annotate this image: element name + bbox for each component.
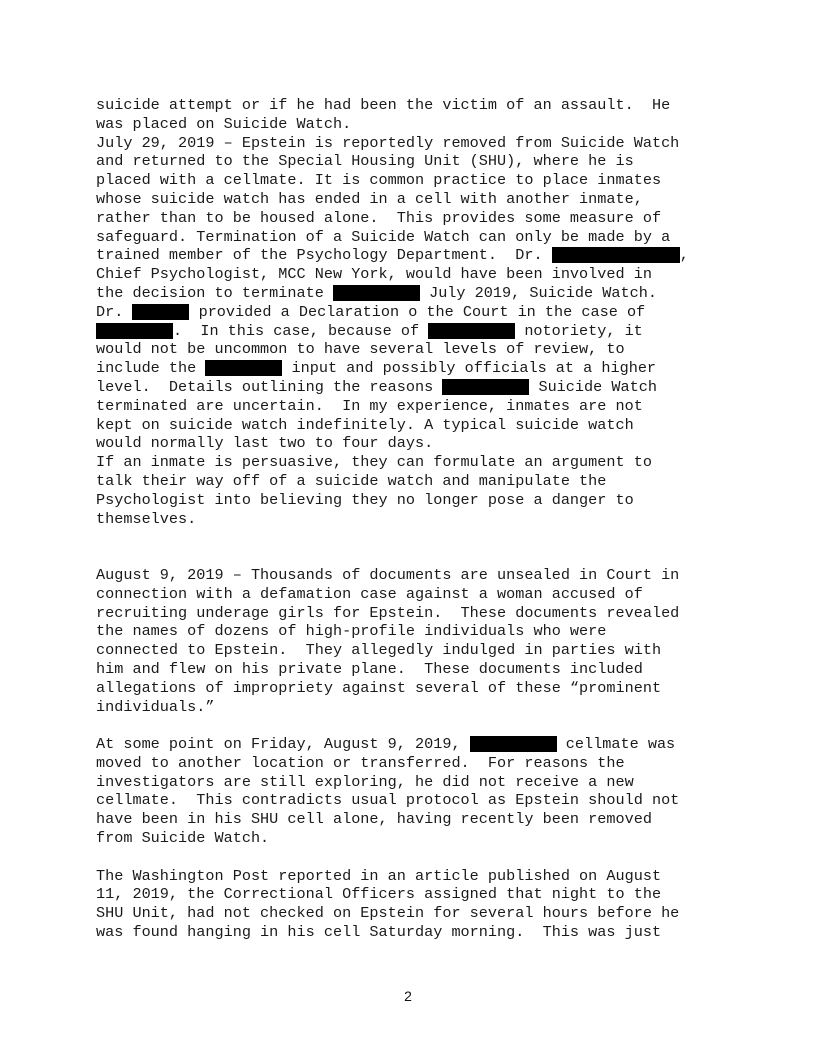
text-line: from Suicide Watch. [96,829,270,848]
text-line: recruiting underage girls for Epstein. These documents revealed [96,603,680,622]
text-line: placed with a cellmate. It is common practice to place inmates [96,171,662,190]
text-line: would not be uncommon to have several levels of review, to [96,340,625,359]
text-segment: provided a Declaration o the Court in the case of [189,302,646,321]
text-line [96,322,736,341]
text-line: terminated are uncertain. In my experience, inmates are not [96,396,643,415]
text-line: August 9, 2019 – Thousands of documents are unsealed in Court in [96,565,680,584]
text-line [96,378,736,397]
blank-line [96,547,736,566]
redaction-box [552,247,680,263]
text-segment: Suicide Watch [529,377,657,396]
text-line: him and flew on his private plane. These documents included [96,659,643,678]
text-line: and returned to the Special Housing Unit (SHU), where he is [96,152,634,171]
text-line: talk their way off of a suicide watch and manipulate the [96,471,607,490]
text-segment: level. Details outlining the reasons [96,377,443,396]
text-line: Psychologist into believing they no longer pose a danger to [96,490,634,509]
text-line: safeguard. Termination of a Suicide Watch can only be made by a [96,227,671,246]
paragraph [96,96,736,134]
document-body [96,96,736,942]
text-line: 11, 2019, the Correctional Officers assigned that night to the [96,885,662,904]
text-line: would normally last two to four days. [96,434,434,453]
text-line: the names of dozens of high-profile individuals who were [96,622,607,641]
text-line: moved to another location or transferred. For reasons the [96,753,625,772]
blank-line [96,528,736,547]
redaction-box [470,736,557,752]
paragraph [96,134,736,454]
text-line: suicide attempt or if he had been the victim of an assault. He [96,96,671,114]
text-line: have been in his SHU cell alone, having recently been removed [96,810,652,829]
blank-line [96,716,736,735]
text-line: individuals.” [96,697,215,716]
text-line: connection with a defamation case against a woman accused of [96,584,643,603]
text-line [96,246,736,265]
redaction-box [442,379,529,395]
text-segment: notoriety, it [515,321,643,340]
text-line: connected to Epstein. They allegedly indulged in parties with [96,641,662,660]
redaction-box [428,323,515,339]
paragraph [96,566,736,716]
page-number: 2 [404,988,412,1004]
text-segment: trained member of the Psychology Department. Dr. [96,246,552,265]
blank-line [96,848,736,867]
text-segment: July 2019, Suicide Watch. [419,283,657,302]
text-line: July 29, 2019 – Epstein is reportedly removed from Suicide Watch [96,133,680,152]
text-line [96,359,736,378]
text-line: rather than to be housed alone. This provides some measure of [96,208,662,227]
redaction-box [96,323,173,339]
text-line [96,735,736,754]
text-line: cellmate. This contradicts usual protocol as Epstein should not [96,791,680,810]
text-line: investigators are still exploring, he did not receive a new [96,772,634,791]
text-line: Chief Psychologist, MCC New York, would have been involved in [96,265,652,284]
paragraph [96,735,736,848]
text-line: SHU Unit, had not checked on Epstein for several hours before he [96,904,680,923]
text-segment: . In this case, because of [173,321,429,340]
text-segment: the decision to terminate [96,283,333,302]
text-segment: include the [96,359,206,378]
text-segment: At some point on Friday, August 9, 2019, [96,735,470,754]
redaction-box [132,304,189,320]
text-line: allegations of impropriety against several of these “prominent [96,678,662,697]
paragraph [96,453,736,528]
text-line: was found hanging in his cell Saturday morning. This was just [96,923,662,942]
redaction-box [333,285,420,301]
text-segment: Dr. [96,302,133,321]
text-line: themselves. [96,509,197,528]
paragraph [96,867,736,942]
text-line: kept on suicide watch indefinitely. A typical suicide watch [96,415,634,434]
text-line: whose suicide watch has ended in a cell with another inmate, [96,189,643,208]
text-line: was placed on Suicide Watch. [96,114,352,133]
text-line [96,303,736,322]
text-line: If an inmate is persuasive, they can formulate an argument to [96,453,652,472]
text-line [96,284,736,303]
text-segment: cellmate was [556,735,676,754]
text-segment: input and possibly officials at a higher [282,359,657,378]
text-segment: , [679,246,689,265]
redaction-box [205,360,282,376]
text-line: The Washington Post reported in an article published on August [96,866,662,885]
